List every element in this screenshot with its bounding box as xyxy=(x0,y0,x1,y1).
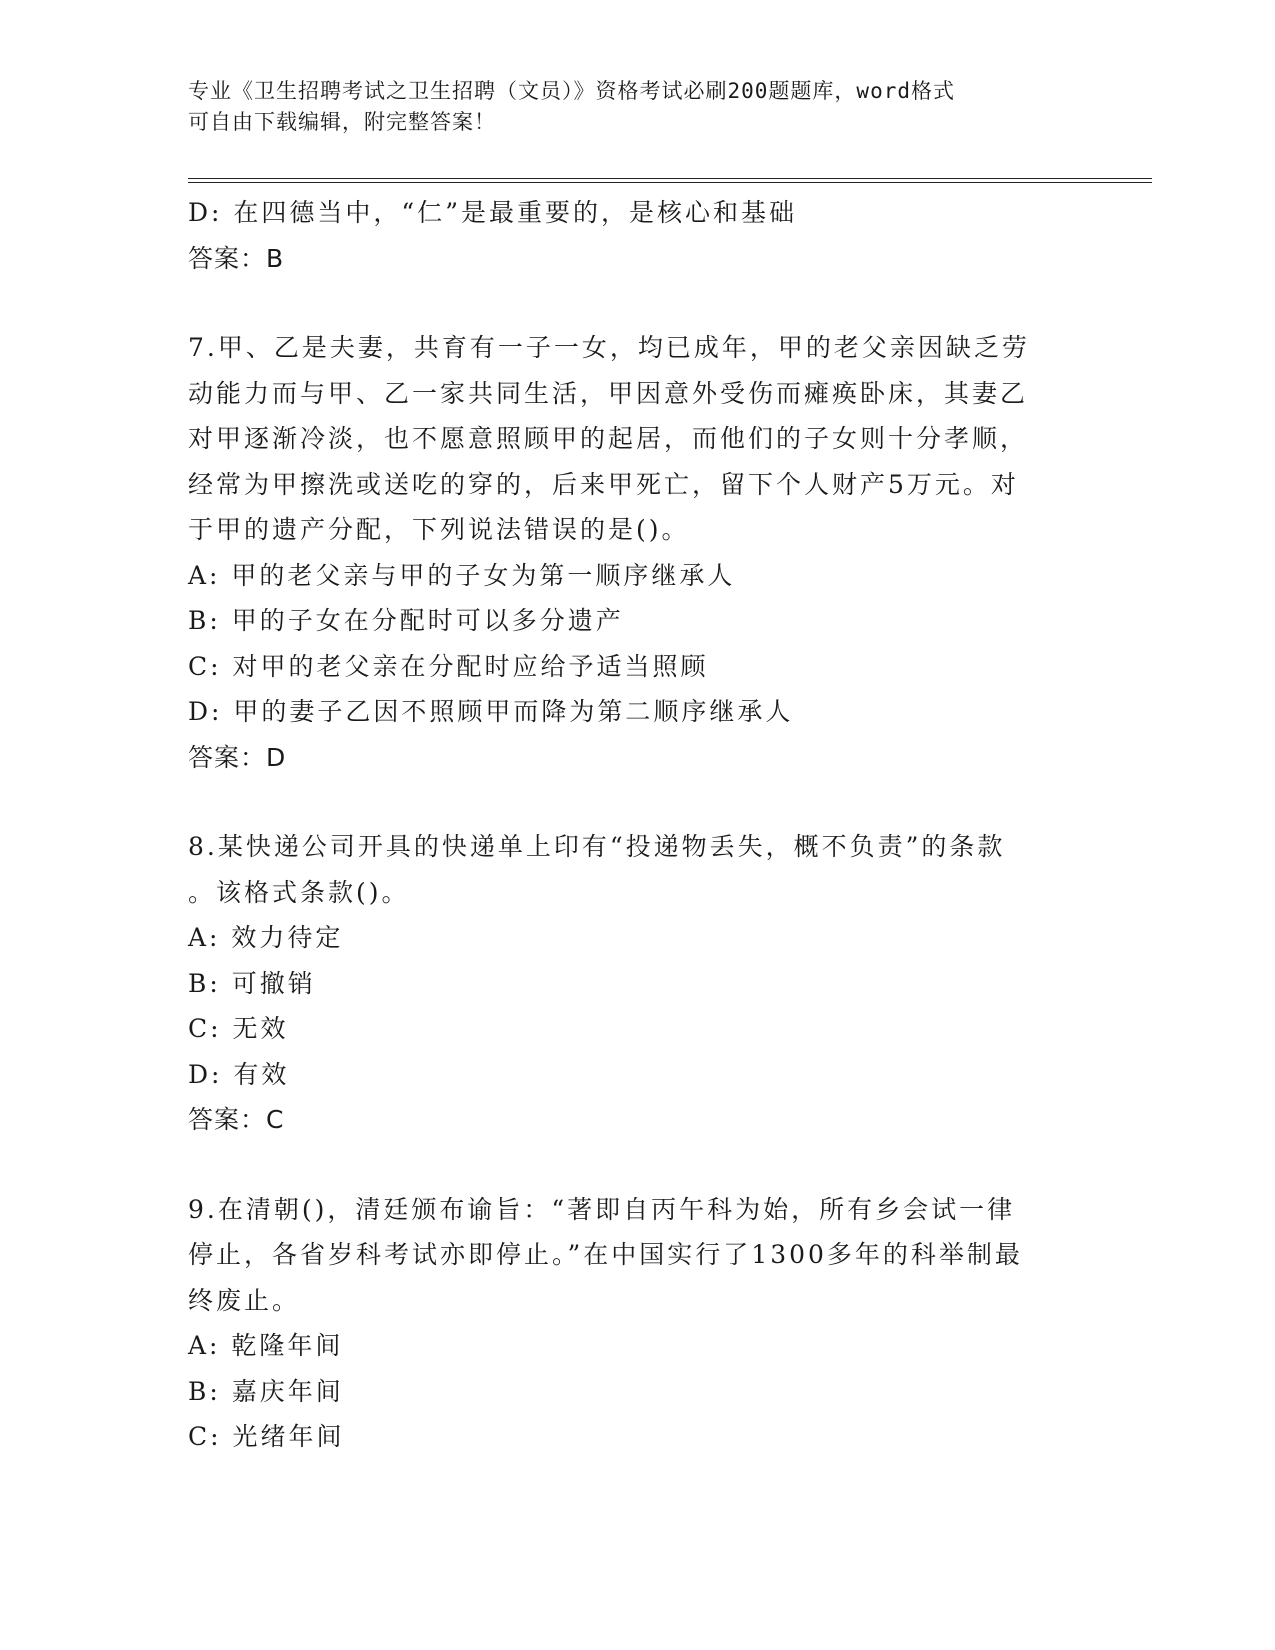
header-title-line-2: 可自由下载编辑，附完整答案！ xyxy=(188,110,496,134)
question-spacer xyxy=(188,780,1088,824)
question-stem-line: 动能力而与甲、乙一家共同生活，甲因意外受伤而瘫痪卧床，其妻乙 xyxy=(188,378,1029,408)
option-d: D: 有效 xyxy=(188,1059,290,1089)
question-stem-line: 。该格式条款()。 xyxy=(188,877,410,907)
question-6-tail xyxy=(188,190,1088,281)
answer-label: 答案：D xyxy=(188,742,287,772)
answer-label: 答案：B xyxy=(188,243,285,273)
option-b: B: 可撤销 xyxy=(188,968,316,998)
question-stem-line: 9.在清朝()，清廷颁布谕旨：“著即自丙午科为始，所有乡会试一律 xyxy=(188,1194,1016,1224)
question-8 xyxy=(188,824,1088,1143)
header-divider-top xyxy=(188,178,1152,179)
option-b: B: 嘉庆年间 xyxy=(188,1376,344,1406)
option-d: D: 在四德当中，“仁”是最重要的，是核心和基础 xyxy=(188,198,797,227)
question-9 xyxy=(188,1187,1088,1460)
answer-label: 答案：C xyxy=(188,1105,285,1134)
option-d: D: 甲的妻子乙因不照顾甲而降为第二顺序继承人 xyxy=(188,697,794,726)
option-c: C: 光绪年间 xyxy=(188,1422,345,1451)
question-stem-line: 终废止。 xyxy=(188,1285,301,1315)
option-a: A: 甲的老父亲与甲的子女为第一顺序继承人 xyxy=(188,560,736,590)
option-a: A: 乾隆年间 xyxy=(188,1331,344,1360)
question-spacer xyxy=(188,1143,1088,1187)
header-title-line-1: 专业《卫生招聘考试之卫生招聘（文员）》资格考试必刷200题题库，word格式 xyxy=(188,79,955,103)
question-list xyxy=(188,190,1088,1460)
question-stem-line: 8.某快递公司开具的快递单上印有“投递物丢失，概不负责”的条款 xyxy=(188,832,1006,861)
question-stem-line: 对甲逐渐冷淡，也不愿意照顾甲的起居，而他们的子女则十分孝顺， xyxy=(188,424,1029,453)
document-header xyxy=(188,76,1088,138)
option-a: A: 效力待定 xyxy=(188,923,344,952)
option-c: C: 对甲的老父亲在分配时应给予适当照顾 xyxy=(188,651,709,681)
header-divider-bottom xyxy=(188,182,1152,183)
option-b: B: 甲的子女在分配时可以多分遗产 xyxy=(188,606,624,635)
question-7 xyxy=(188,325,1088,780)
option-c: C: 无效 xyxy=(188,1014,289,1043)
question-stem-line: 于甲的遗产分配，下列说法错误的是()。 xyxy=(188,515,690,544)
question-stem-line: 经常为甲擦洗或送吃的穿的，后来甲死亡，留下个人财产5万元。对 xyxy=(188,469,1019,499)
question-stem-line: 停止，各省岁科考试亦即停止。”在中国实行了1300多年的科举制最 xyxy=(188,1240,1023,1269)
question-stem-line: 7.甲、乙是夫妻，共育有一子一女，均已成年，甲的老父亲因缺乏劳 xyxy=(188,333,1030,362)
question-spacer xyxy=(188,281,1088,325)
